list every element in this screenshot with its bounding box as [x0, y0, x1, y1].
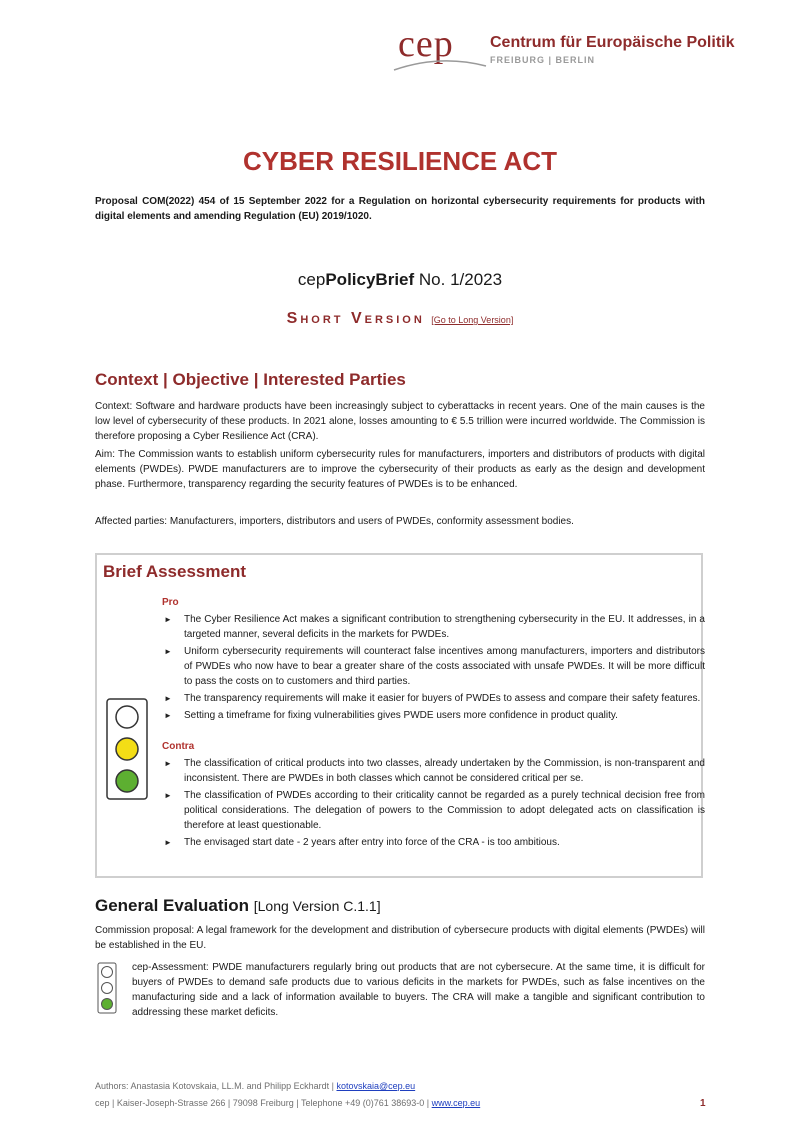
org-cities: FREIBURG | BERLIN [490, 55, 596, 65]
pro-item: ► Setting a timeframe for fixing vulnerabilities gives PWDE users more confidence in product quality. [160, 708, 705, 723]
pro-item: ► The Cyber Resilience Act makes a significant contribution to strengthening cybersecurity in the EU. It addresses, in a targeted manner, several deficits in the markets for PWDEs. [160, 612, 705, 642]
contra-item: ► The envisaged start date - 2 years after entry into force of the CRA - is too ambitious. [160, 835, 705, 850]
logo-swoosh-icon [392, 56, 488, 74]
contra-label: Contra [162, 741, 195, 752]
short-version-row [0, 310, 800, 328]
authors-text: Authors: Anastasia Kotovskaia, LL.M. and Philipp Eckhardt | [95, 1081, 337, 1091]
org-name: Centrum für Europäische Politik [490, 34, 735, 51]
brief-assessment-heading: Brief Assessment [103, 562, 246, 581]
traffic-light-small-icon [97, 962, 117, 1014]
context-paragraph: Context: Software and hardware products have been increasingly subject to cyberattacks in recent years. One of the main causes is the low level of cybersecurity of these products. In 2021 alone, losses amounting to € 5.5 trillion were incurred worldwide. The Commission is therefore proposing a Cyber Resilience Act (CRA). [95, 401, 705, 442]
traffic-light-icon [106, 698, 148, 800]
general-evaluation-heading [95, 896, 381, 916]
commission-proposal-paragraph: Commission proposal: A legal framework for the development and distribution of cybersecure products with digital elements (PWDEs) will be established in the EU. [95, 925, 705, 951]
footer-address [95, 1098, 480, 1108]
aim-paragraph: Aim: The Commission wants to establish uniform cybersecurity rules for manufacturers, importers and distributors of products with digital elements (PWDEs). PWDE manufacturers are to improve the cybersecurity of their products as early as the design and development phase. Furthermore, transparency regarding the security features of PWDEs is to be enhanced. [95, 449, 705, 490]
brief-number: No. 1/2023 [418, 270, 503, 289]
contra-item: ► The classification of critical products into two classes, already undertaken by the Commission, is non-transparent and inconsistent. There are PWDEs in both classes which cannot be considered critical per se. [160, 756, 705, 786]
brief-prefix: cep [297, 270, 326, 289]
page-title: CYBER RESILIENCE ACT [243, 146, 557, 176]
pro-item: ► The transparency requirements will make it easier for buyers of PWDEs to assess and compare their safety features. [160, 691, 705, 706]
page-number: 1 [700, 1098, 706, 1109]
contra-list [160, 756, 705, 852]
long-version-link[interactable]: [Go to Long Version] [431, 315, 514, 325]
proposal-subtitle: Proposal COM(2022) 454 of 15 September 2022 for a Regulation on horizontal cybersecurity requirements for products with digital elements and amending Regulation (EU) 2019/1020. [95, 196, 705, 222]
pro-list [160, 612, 705, 725]
contra-item: ► The classification of PWDEs according to their criticality cannot be regarded as a purely technical decision free from political considerations. The delegation of powers to the Commission to adopt delegated acts on classification is therefore at least questionable. [160, 788, 705, 833]
short-version-label: Short Version [286, 310, 425, 327]
footer-authors [95, 1081, 415, 1091]
general-heading-text: General Evaluation [95, 896, 249, 915]
author-email-link[interactable]: kotovskaia@cep.eu [336, 1081, 416, 1091]
pro-label: Pro [162, 597, 179, 608]
website-link[interactable]: www.cep.eu [431, 1098, 481, 1108]
general-heading-ref: [Long Version C.1.1] [253, 898, 381, 914]
affected-paragraph: Affected parties: Manufacturers, importers, distributors and users of PWDEs, conformity assessment bodies. [95, 516, 574, 527]
pro-item: ► Uniform cybersecurity requirements will counteract false incentives among manufacturers, importers and distributors of PWDEs who now have to bear a greater share of the costs associated with unsafe PWDEs. It will be more difficult to pass the costs on to customers and third parties. [160, 644, 705, 689]
cep-assessment-paragraph: cep-Assessment: PWDE manufacturers regularly bring out products that are not cybersecure. At the same time, it is difficult for buyers of PWDEs to demand safe products due to various deficits in the markets for PWDEs, such as false incentives on the manufacturing side and a lack of information available to buyers. The CRA will make a tangible and significant contribution to addressing these market deficits. [132, 962, 705, 1018]
cep-logo: cep [398, 23, 454, 65]
context-heading: Context | Objective | Interested Parties [95, 370, 406, 389]
address-text: cep | Kaiser-Joseph-Strasse 266 | 79098 Freiburg | Telephone +49 (0)761 38693-0 | [95, 1098, 432, 1108]
brief-name: PolicyBrief [325, 270, 415, 289]
policy-brief-number [0, 270, 800, 290]
